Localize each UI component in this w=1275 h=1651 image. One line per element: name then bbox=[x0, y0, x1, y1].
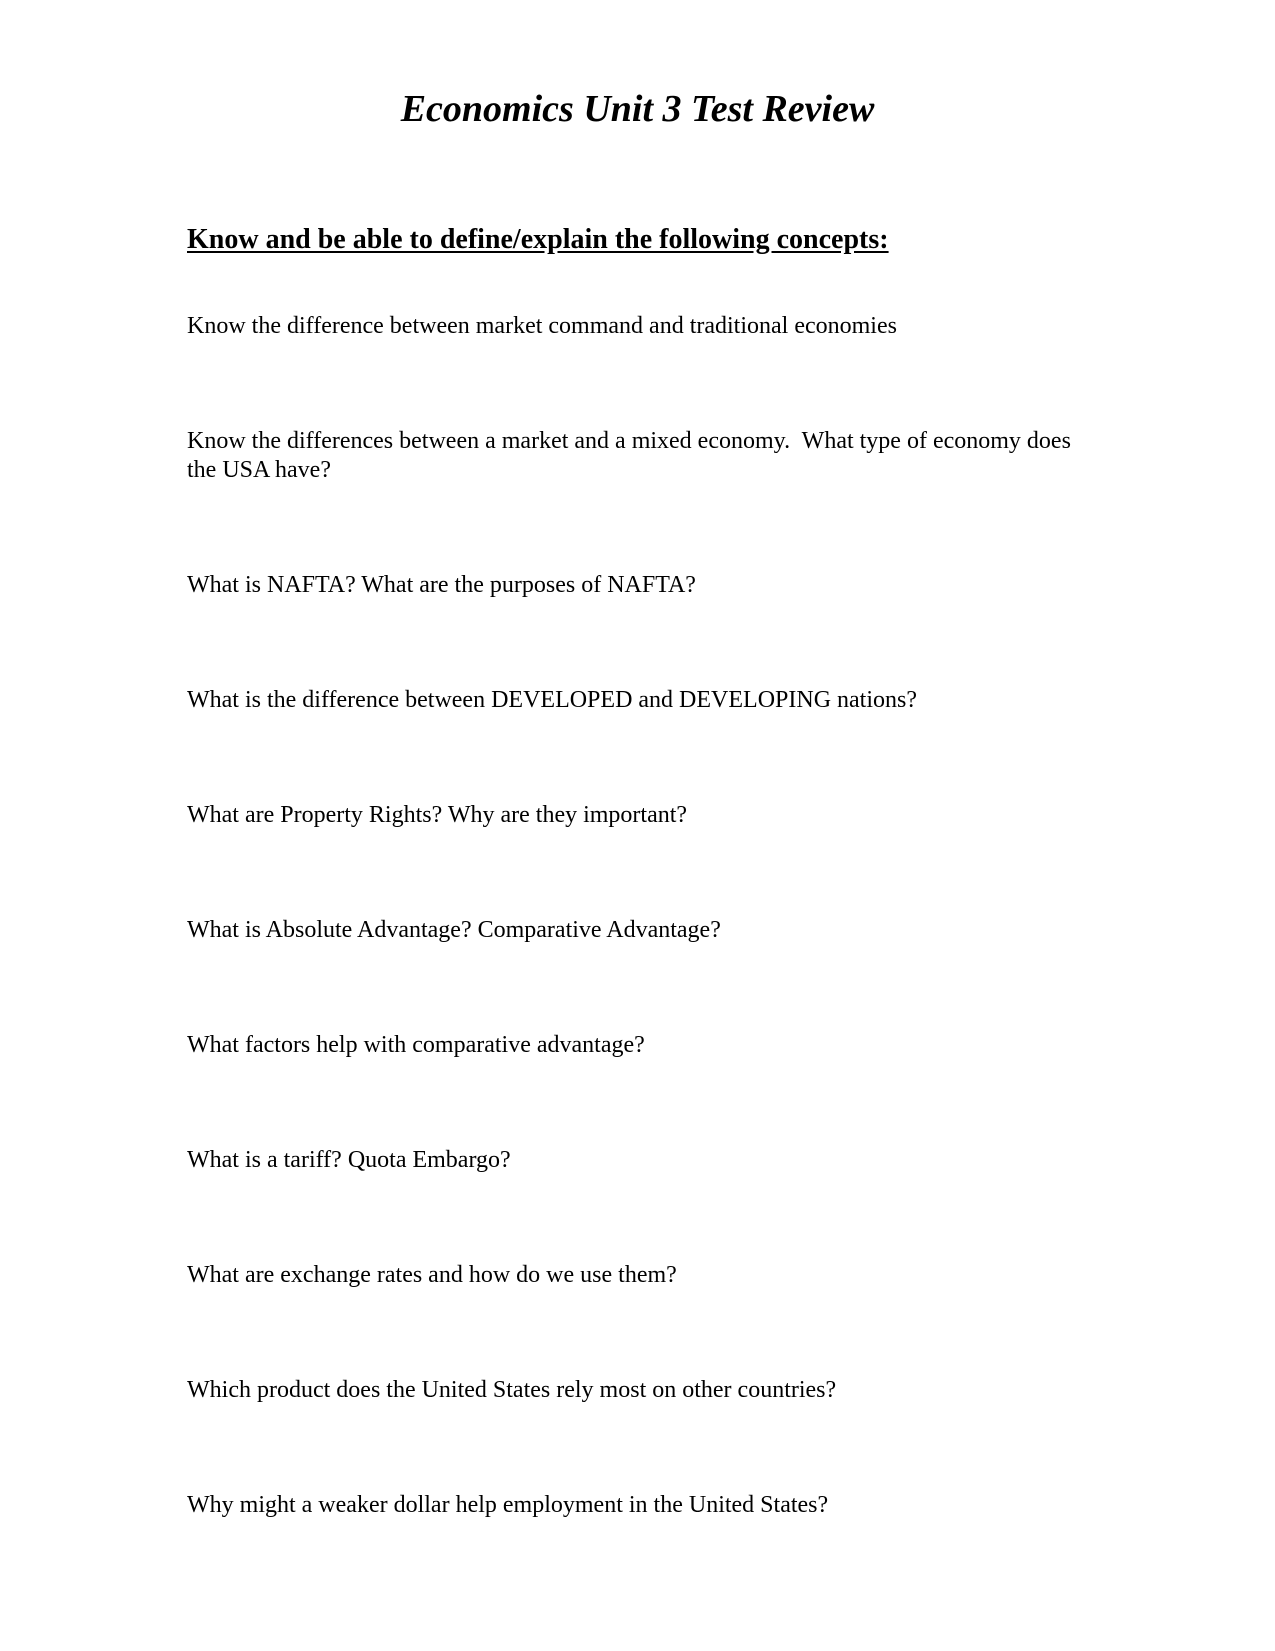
section-heading: Know and be able to define/explain the following concepts: bbox=[187, 224, 889, 255]
review-item: Which product does the United States rely most on other countries? bbox=[187, 1377, 837, 1403]
document-title: Economics Unit 3 Test Review bbox=[400, 88, 875, 130]
review-item: What are Property Rights? Why are they important? bbox=[187, 802, 688, 828]
review-item: Know the difference between market command and traditional economies bbox=[187, 313, 897, 339]
review-item: What is the difference between DEVELOPED and DEVELOPING nations? bbox=[187, 687, 918, 713]
review-item: What is NAFTA? What are the purposes of NAFTA? bbox=[187, 572, 696, 598]
review-item: What factors help with comparative advantage? bbox=[187, 1032, 645, 1058]
review-item: What is Absolute Advantage? Comparative Advantage? bbox=[187, 917, 721, 943]
review-item: What are exchange rates and how do we use them? bbox=[187, 1262, 677, 1288]
review-item: What is a tariff? Quota Embargo? bbox=[187, 1147, 511, 1173]
review-item: Why might a weaker dollar help employment in the United States? bbox=[187, 1492, 829, 1518]
review-item: Know the differences between a market and a mixed economy. What type of economy does the USA have? bbox=[187, 428, 1077, 483]
